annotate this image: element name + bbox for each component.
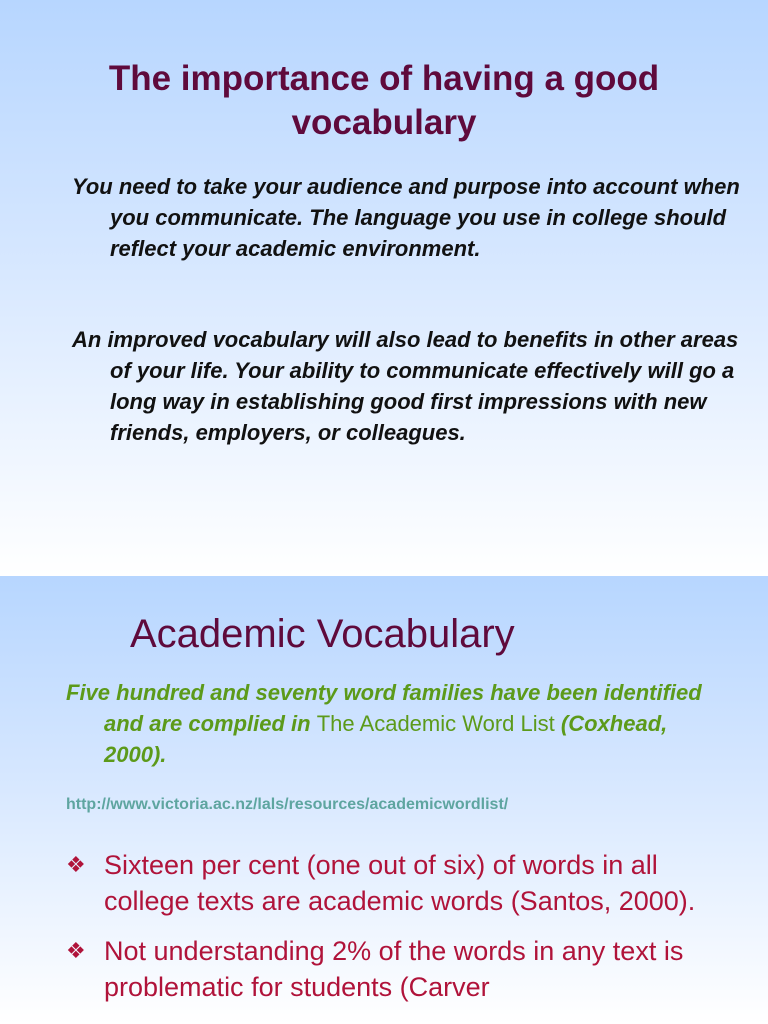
word-families-text [66,677,724,770]
slide-2-title: Academic Vocabulary [130,612,515,656]
bullet-text: Sixteen per cent (one out of six) of words in all college texts are academic words (Santos, 2000). [104,850,696,916]
diamond-bullet-icon: ❖ [66,852,86,877]
diamond-bullet-icon: ❖ [66,938,86,963]
citation: (Coxhead, 2000). [104,711,668,767]
bullet-item [66,933,706,1005]
awl-name: The Academic Word List [316,711,555,736]
paragraph-audience: You need to take your audience and purpose into account when you communicate. The language you use in college should reflect your academic environment. [72,174,740,261]
bullet-text: Not understanding 2% of the words in any text is problematic for students (Carver [104,936,684,1002]
bullet-list [66,847,706,1019]
awl-link[interactable]: http://www.victoria.ac.nz/lals/resources/academicwordlist/ [66,796,509,813]
word-families-italic: Five hundred and seventy word families have been identified and are complied in [66,680,702,736]
bullet-item [66,847,706,919]
paragraph-benefits: An improved vocabulary will also lead to benefits in other areas of your life. Your ability to communicate effectively will go a long way in establishing good first impressions with new friends, employers, or colleagues. [72,327,739,445]
slide-1-title: The importance of having a good vocabulary [108,59,660,142]
